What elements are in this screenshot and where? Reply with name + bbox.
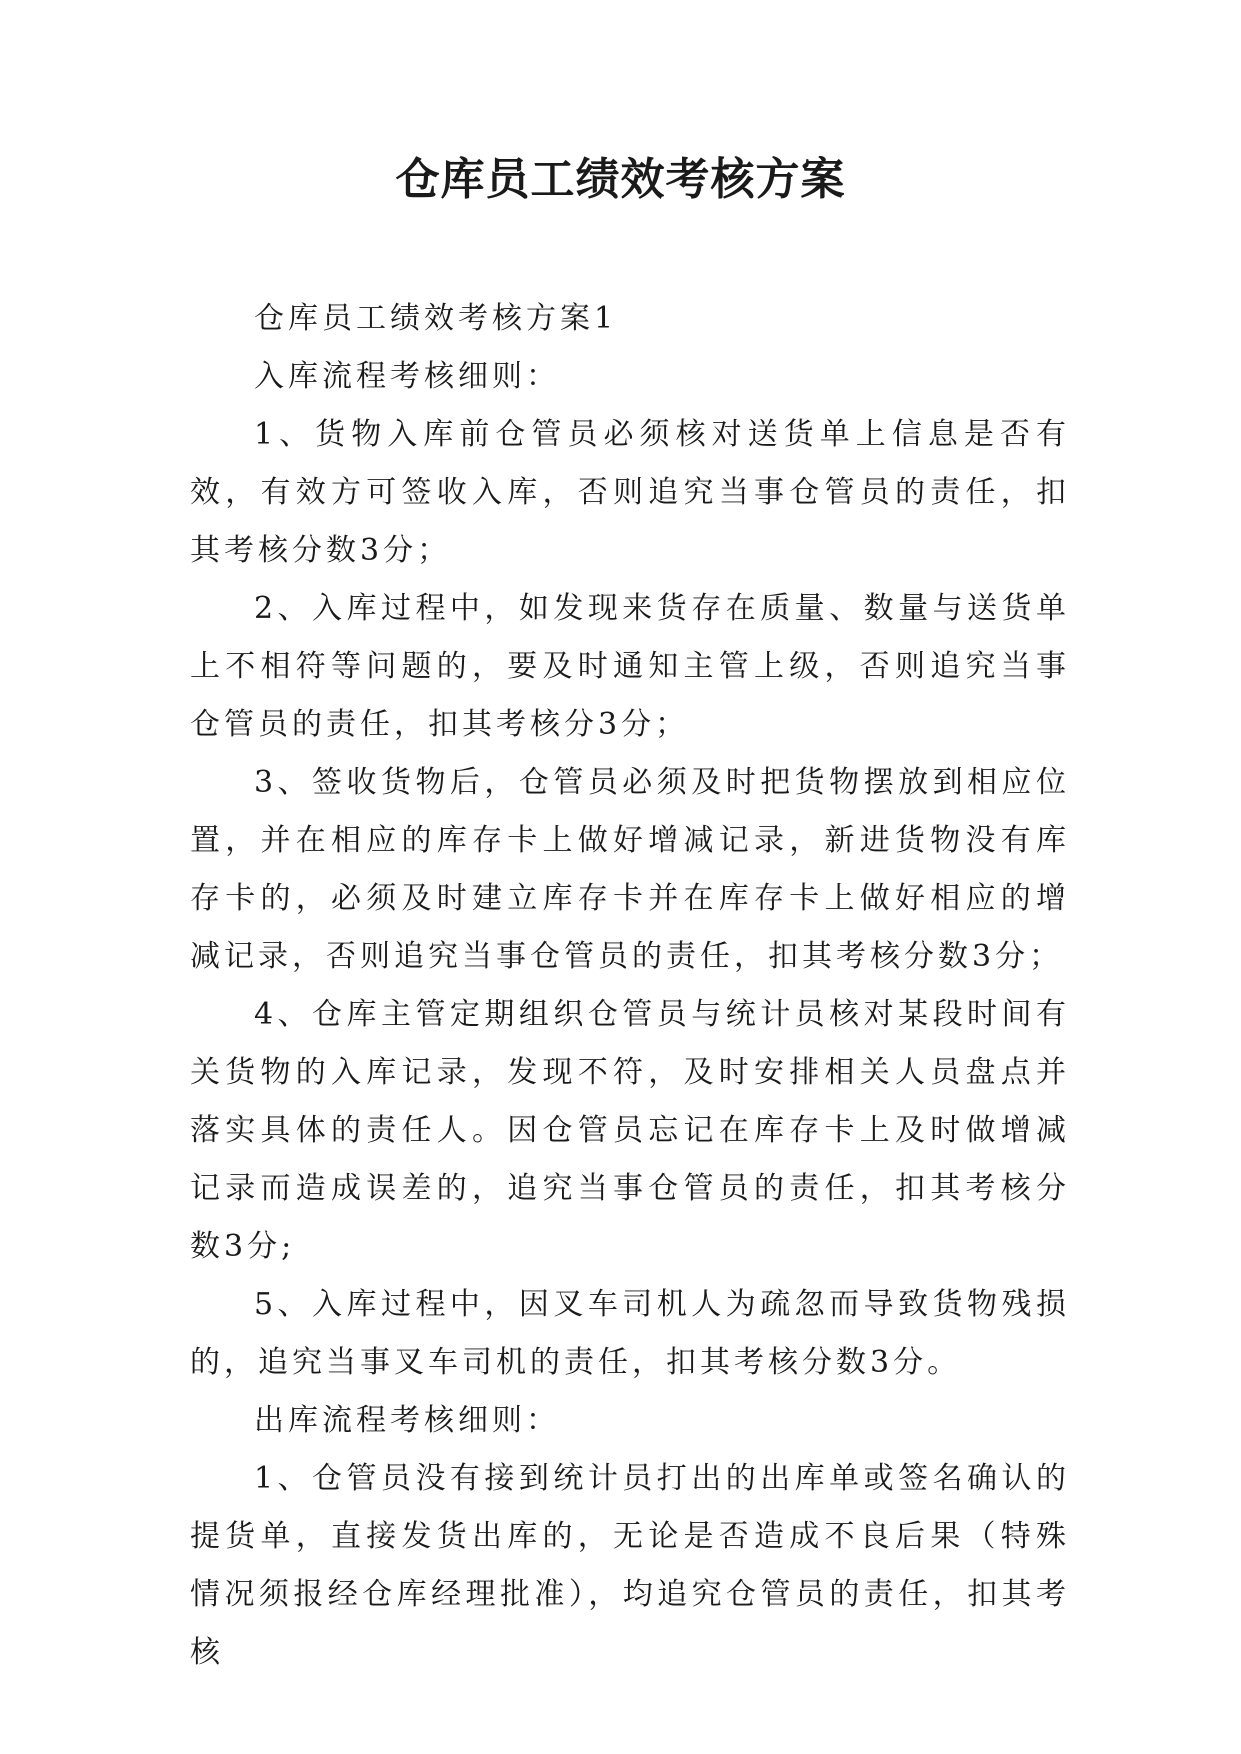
paragraph-inbound-heading: 入库流程考核细则： (254, 359, 560, 394)
paragraph-inbound-rule-4: 4、仓库主管定期组织仓管员与统计员核对某段时间有关货物的入库记录，发现不符，及时安排相关人员盘点并落实具体的责任人。因仓管员忘记在库存卡上及时做增减记录而造成误差的，追究当事仓管员的责任，扣其考核分数3分; (190, 997, 1070, 1264)
paragraph-inbound-rule-5: 5、入库过程中，因叉车司机人为疏忽而导致货物残损的，追究当事叉车司机的责任，扣其考核分数3分。 (190, 1287, 1070, 1380)
paragraph-inbound-rule-3: 3、签收货物后，仓管员必须及时把货物摆放到相应位置，并在相应的库存卡上做好增减记录，新进货物没有库存卡的，必须及时建立库存卡并在库存卡上做好相应的增减记录，否则追究当事仓管员的责任，扣其考核分数3分； (190, 765, 1070, 974)
document-body (190, 290, 1070, 1682)
paragraph-inbound-rule-2: 2、入库过程中，如发现来货存在质量、数量与送货单上不相符等问题的，要及时通知主管上级，否则追究当事仓管员的责任，扣其考核分3分； (190, 591, 1070, 742)
paragraph-outbound-heading: 出库流程考核细则： (254, 1403, 560, 1438)
paragraph-inbound-rule-1: 1、货物入库前仓管员必须核对送货单上信息是否有效，有效方可签收入库，否则追究当事仓管员的责任，扣其考核分数3分； (190, 417, 1070, 568)
paragraph-section-heading: 仓库员工绩效考核方案1 (254, 301, 618, 336)
document-title: 仓库员工绩效考核方案 (395, 154, 846, 205)
paragraph-outbound-rule-1: 1、仓管员没有接到统计员打出的出库单或签名确认的提货单，直接发货出库的，无论是否造成不良后果（特殊情况须报经仓库经理批准），均追究仓管员的责任，扣其考核 (190, 1461, 1070, 1670)
